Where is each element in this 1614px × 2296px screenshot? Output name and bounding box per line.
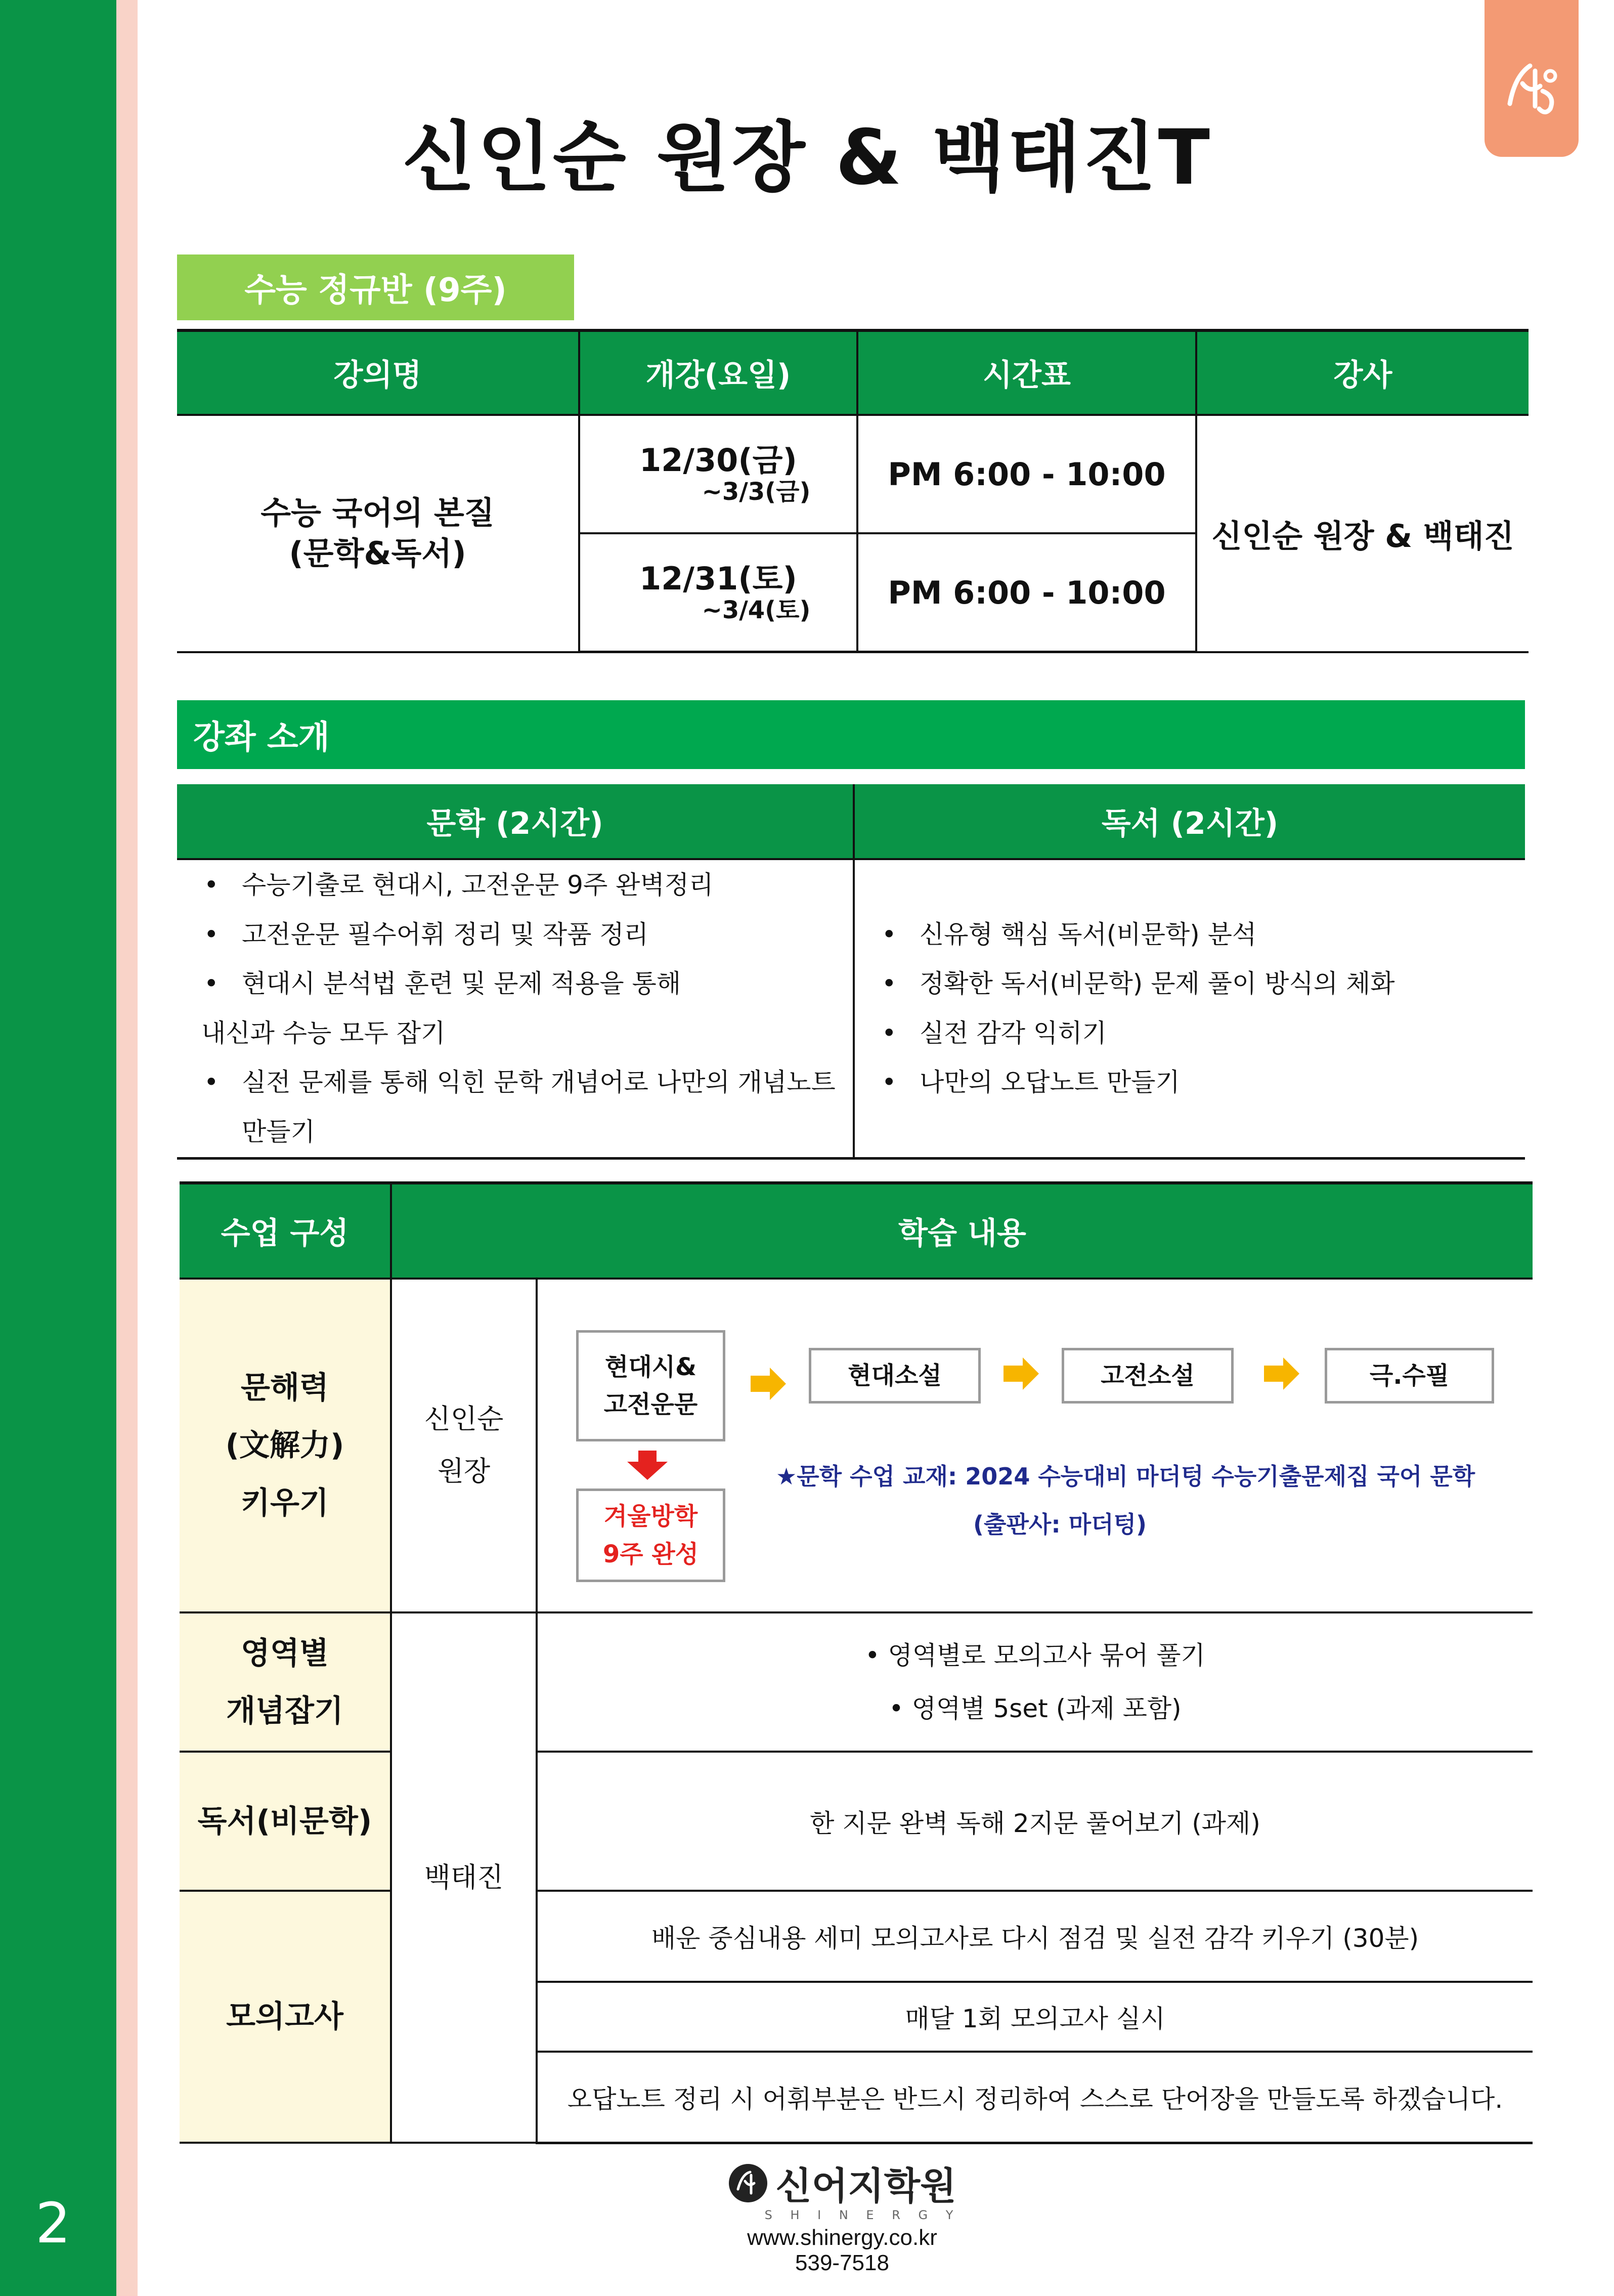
flow-box-modern-poetry (576, 1330, 725, 1441)
academy-logo-icon (728, 2163, 768, 2203)
area-concepts-content (537, 1612, 1533, 1752)
arrow-right-icon (751, 1366, 787, 1402)
category-line: 영역별 (241, 1635, 329, 1671)
instructor-cell: 신인순 원장 & 백태진 (1196, 415, 1529, 652)
textbook-note: ★문학 수업 교재: 2024 수능대비 마더텅 수능기출문제집 국어 문학 (776, 1463, 1475, 1490)
literacy-content (537, 1279, 1533, 1612)
session-date: 12/31(토) (639, 560, 797, 597)
list-item: • 실전 감각 익히기 (920, 1009, 1524, 1058)
reading-cell (854, 859, 1525, 1159)
list-item: • 실전 문제를 통해 익힌 문학 개념어로 나만의 개념노트 만들기 (242, 1058, 852, 1157)
category-reading: 독서(비문학) (180, 1752, 391, 1891)
literature-flow (538, 1284, 1532, 1607)
intro-table (177, 784, 1525, 1160)
flow-box-modern-novel: 현대소설 (809, 1348, 981, 1404)
teacher-cell-shin (391, 1279, 537, 1612)
session-until: ~3/4(토) (702, 596, 811, 625)
list-item: 내신과 수능 모두 잡기 (201, 1018, 446, 1048)
session-date-cell (579, 415, 857, 533)
academy-url[interactable]: www.shinergy.co.kr (747, 2225, 937, 2250)
content-line: • 영역별로 모의고사 묶어 풀기 (865, 1640, 1205, 1670)
course-subtitle: (문학&독서) (289, 535, 466, 572)
flow-label: 현대시& (605, 1352, 696, 1381)
teacher-name: 신인순 (424, 1403, 504, 1435)
content-text: 영역별 5set (과제 포함) (911, 1693, 1182, 1723)
structure-table (180, 1181, 1533, 2144)
intro-section-bar: 강좌 소개 (177, 700, 1525, 769)
reading-content: 한 지문 완벽 독해 2지문 풀어보기 (과제) (537, 1752, 1533, 1891)
category-line: (文解力) (225, 1428, 344, 1463)
literature-header: 문학 (2시간) (177, 784, 854, 859)
reading-header: 독서 (2시간) (854, 784, 1525, 859)
page-title: 신인순 원장 & 백태진T (402, 114, 1212, 202)
header-content: 학습 내용 (391, 1183, 1533, 1279)
content-text: 영역별로 모의고사 묶어 풀기 (888, 1640, 1205, 1670)
flow-box-drama-essay: 극.수필 (1325, 1348, 1494, 1404)
mock-exam-content: 매달 1회 모의고사 실시 (537, 1982, 1533, 2052)
flow-box-result (576, 1489, 725, 1582)
category-line: 개념잡기 (226, 1693, 343, 1729)
left-pink-band (116, 0, 138, 2296)
mock-exam-content: 오답노트 정리 시 어휘부분은 반드시 정리하여 스스로 단어장을 만들도록 하겠습니다. (537, 2052, 1533, 2143)
academy-name: 신어지학원 (775, 2164, 956, 2208)
result-line: 9주 완성 (602, 1540, 699, 1568)
category-area-concepts (180, 1612, 391, 1752)
category-line: 키우기 (241, 1485, 329, 1521)
list-item: • 수능기출로 현대시, 고전운문 9주 완벽정리 (242, 861, 852, 910)
session-until: ~3/3(금) (702, 478, 811, 506)
header-course: 강의명 (177, 330, 579, 415)
flow-box-classic-novel: 고전소설 (1062, 1348, 1234, 1404)
session-date-cell (579, 533, 857, 652)
session-date: 12/30(금) (639, 441, 797, 479)
list-item: • 신유형 핵심 독서(비문학) 분석 (920, 910, 1524, 960)
arrow-right-icon (1264, 1355, 1300, 1392)
left-green-band (0, 0, 116, 2296)
category-mock-exam: 모의고사 (180, 1891, 391, 2143)
course-name: 수능 국어의 본질 (260, 494, 495, 531)
publisher-note: (출판사: 마더텅) (973, 1511, 1147, 1538)
course-name-cell (177, 415, 579, 652)
session-time: PM 6:00 - 10:00 (857, 415, 1196, 533)
result-line: 겨울방학 (603, 1502, 698, 1531)
mock-exam-content: 배운 중심내용 세미 모의고사로 다시 점검 및 실전 감각 키우기 (30분) (537, 1891, 1533, 1982)
arrow-right-icon (1004, 1355, 1040, 1392)
academy-name-en: S H I N E R G Y (764, 2208, 961, 2222)
footer (698, 2156, 986, 2276)
flow-label: 고전운문 (603, 1390, 698, 1419)
list-item: • 고전운문 필수어휘 정리 및 작품 정리 (242, 910, 852, 960)
header-instructor: 강사 (1196, 330, 1529, 415)
content-line: • 영역별 5set (과제 포함) (889, 1693, 1182, 1723)
list-item: • 나만의 오답노트 만들기 (920, 1058, 1524, 1108)
regular-class-chip: 수능 정규반 (9주) (177, 254, 574, 320)
arrow-down-icon (627, 1451, 668, 1480)
schedule-table (177, 329, 1529, 653)
category-line: 문해력 (241, 1370, 329, 1406)
header-time: 시간표 (857, 330, 1196, 415)
page-number: 2 (35, 2191, 71, 2256)
header-start: 개강(요일) (579, 330, 857, 415)
category-literacy (180, 1279, 391, 1612)
list-item: • 현대시 분석법 훈련 및 문제 적용을 통해 (242, 959, 852, 1009)
literature-cell (177, 859, 854, 1159)
academy-phone: 539-7518 (795, 2250, 889, 2275)
list-item: • 정확한 독서(비문학) 문제 풀이 방식의 체화 (920, 959, 1524, 1009)
teacher-cell-baek: 백태진 (391, 1612, 537, 2143)
session-time: PM 6:00 - 10:00 (857, 533, 1196, 652)
teacher-title: 원장 (437, 1455, 491, 1487)
header-structure: 수업 구성 (180, 1183, 391, 1279)
